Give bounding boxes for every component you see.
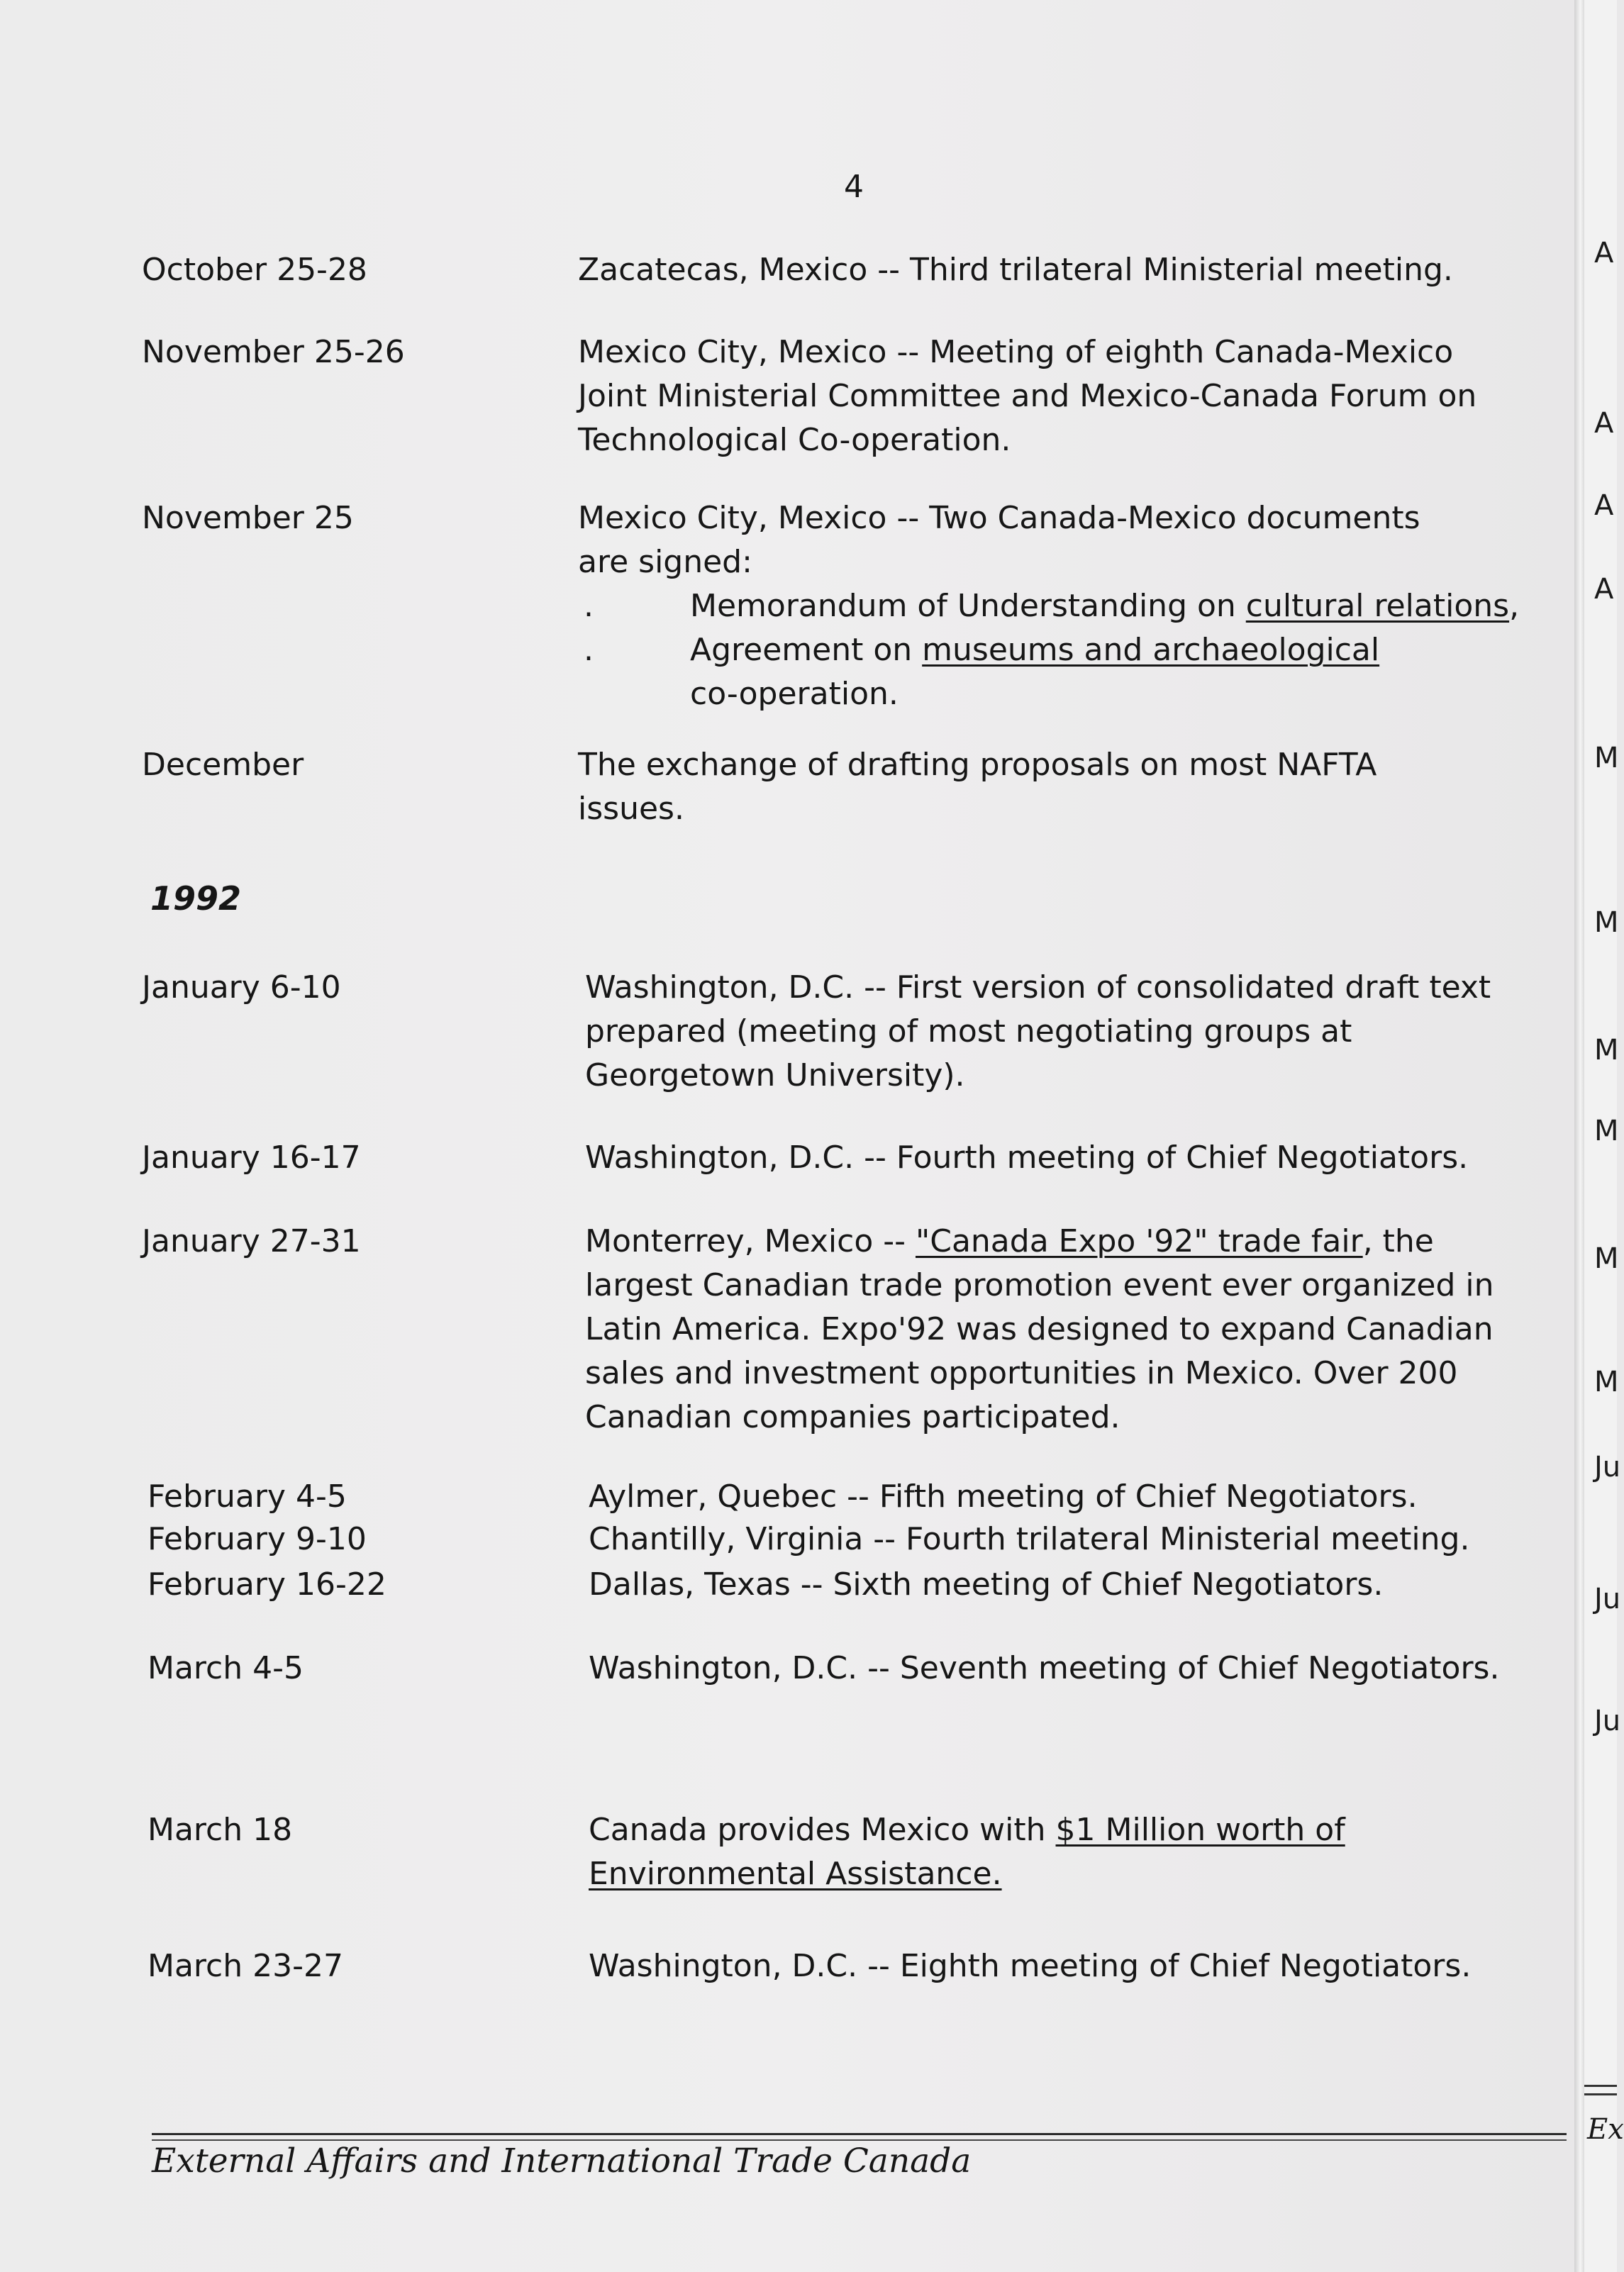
entry-description xyxy=(578,496,1571,716)
margin-letter: A xyxy=(1594,237,1614,269)
entry-date: November 25-26 xyxy=(142,334,405,370)
description-line: Mexico City, Mexico -- Two Canada-Mexico documents xyxy=(578,500,1420,536)
next-page-rule xyxy=(1584,2085,1617,2087)
bullet-text xyxy=(578,628,1571,672)
underlined-topic: cultural relations xyxy=(1245,588,1510,624)
description-line: Technological Co-operation. xyxy=(578,422,1011,458)
entry-description xyxy=(578,330,1571,462)
description-line: Aylmer, Quebec -- Fifth meeting of Chief Negotiators. xyxy=(589,1479,1418,1515)
description-line xyxy=(585,1220,1578,1264)
description-line xyxy=(589,1808,1581,1852)
entry-date: February 4-5 xyxy=(148,1479,347,1515)
entry-date: March 23-27 xyxy=(148,1948,343,1984)
description-line xyxy=(589,1852,1581,1896)
entry-description xyxy=(589,1518,1581,1561)
margin-letter: Ju xyxy=(1594,1583,1621,1615)
next-page-footer: Ex xyxy=(1587,2113,1624,2146)
margin-letter: M xyxy=(1594,1242,1619,1275)
entry-date: February 16-22 xyxy=(148,1566,386,1603)
description-line: issues. xyxy=(578,791,684,827)
margin-letter: M xyxy=(1594,906,1619,939)
footer-text: External Affairs and International Trade Canada xyxy=(152,2142,972,2181)
entry-date: March 4-5 xyxy=(148,1650,304,1686)
margin-letter: M xyxy=(1594,1034,1619,1067)
bullet-text-prefix: Agreement on xyxy=(690,632,923,668)
margin-letter: Ju xyxy=(1594,1451,1621,1483)
description-suffix: , the xyxy=(1362,1223,1434,1259)
entry-description xyxy=(578,248,1571,292)
entry-description xyxy=(589,1647,1581,1691)
entry-date: November 25 xyxy=(142,500,354,536)
bullet-text-suffix: , xyxy=(1509,588,1520,624)
underlined-topic: museums and archaeological xyxy=(922,632,1380,668)
bullet-mark: . xyxy=(584,632,594,668)
margin-letter: A xyxy=(1594,489,1614,522)
entry-description xyxy=(589,1808,1581,1896)
description-line: Washington, D.C. -- Fourth meeting of Chief Negotiators. xyxy=(585,1140,1469,1176)
entry-description xyxy=(585,1136,1578,1180)
underlined-topic: "Canada Expo '92" trade fair xyxy=(915,1223,1363,1259)
margin-letter: A xyxy=(1594,407,1614,440)
book-gutter xyxy=(1574,0,1584,2272)
description-line: Washington, D.C. -- First version of consolidated draft text xyxy=(585,969,1491,1006)
bullet-mark: . xyxy=(584,588,594,624)
description-line: Washington, D.C. -- Seventh meeting of Chief Negotiators. xyxy=(589,1650,1500,1686)
bullet-text-prefix: Memorandum of Understanding on xyxy=(690,588,1246,624)
entry-date: January 27-31 xyxy=(142,1223,361,1259)
description-line: sales and investment opportunities in Mexico. Over 200 xyxy=(585,1355,1458,1391)
description-line: Georgetown University). xyxy=(585,1057,965,1093)
entry-description xyxy=(589,1944,1581,1988)
margin-letter: M xyxy=(1594,1115,1619,1147)
bullet-continuation xyxy=(578,672,1571,716)
bullet-text xyxy=(578,584,1571,628)
page-number: 4 xyxy=(844,169,864,205)
underlined-topic: $1 Million worth of xyxy=(1055,1812,1345,1848)
margin-letter: A xyxy=(1594,573,1614,606)
footer-rule xyxy=(152,2133,1567,2135)
margin-letter: Ju xyxy=(1594,1705,1621,1737)
description-line: Chantilly, Virginia -- Fourth trilateral Ministerial meeting. xyxy=(589,1521,1470,1557)
description-line: Latin America. Expo'92 was designed to expand Canadian xyxy=(585,1311,1494,1347)
margin-letter: M xyxy=(1594,1366,1619,1398)
description-prefix: Canada provides Mexico with xyxy=(589,1812,1056,1848)
description-line: largest Canadian trade promotion event ever organized in xyxy=(585,1267,1494,1303)
description-line: Dallas, Texas -- Sixth meeting of Chief Negotiators. xyxy=(589,1566,1384,1603)
entry-date: January 16-17 xyxy=(142,1140,361,1176)
footer-rule xyxy=(152,2139,1567,2141)
margin-letter: M xyxy=(1594,742,1619,774)
entry-date: March 18 xyxy=(148,1812,293,1848)
entry-description xyxy=(578,743,1571,831)
bullet-text: co-operation. xyxy=(690,676,899,712)
description-line: The exchange of drafting proposals on most NAFTA xyxy=(578,747,1377,783)
bullet-item xyxy=(578,628,1571,672)
entry-description xyxy=(589,1475,1581,1519)
entry-description xyxy=(585,966,1578,1098)
entry-date: February 9-10 xyxy=(148,1521,367,1557)
description-line: Canadian companies participated. xyxy=(585,1399,1120,1435)
description-line: are signed: xyxy=(578,544,752,580)
next-page-rule xyxy=(1584,2093,1617,2095)
year-heading: 1992 xyxy=(150,879,242,918)
entry-date: January 6-10 xyxy=(142,969,341,1006)
entry-description xyxy=(585,1220,1578,1440)
underlined-topic: Environmental Assistance. xyxy=(589,1856,1002,1892)
description-prefix: Monterrey, Mexico -- xyxy=(585,1223,916,1259)
description-line: Zacatecas, Mexico -- Third trilateral Ministerial meeting. xyxy=(578,252,1453,288)
entry-description xyxy=(589,1563,1581,1607)
next-page-edge xyxy=(1584,0,1624,2272)
entry-date: October 25-28 xyxy=(142,252,367,288)
description-line: Washington, D.C. -- Eighth meeting of Chief Negotiators. xyxy=(589,1948,1472,1984)
description-line: Mexico City, Mexico -- Meeting of eighth Canada-Mexico xyxy=(578,334,1454,370)
description-line: Joint Ministerial Committee and Mexico-Canada Forum on xyxy=(578,378,1477,414)
bullet-item xyxy=(578,584,1571,628)
description-line: prepared (meeting of most negotiating groups at xyxy=(585,1013,1352,1049)
entry-date: December xyxy=(142,747,304,783)
